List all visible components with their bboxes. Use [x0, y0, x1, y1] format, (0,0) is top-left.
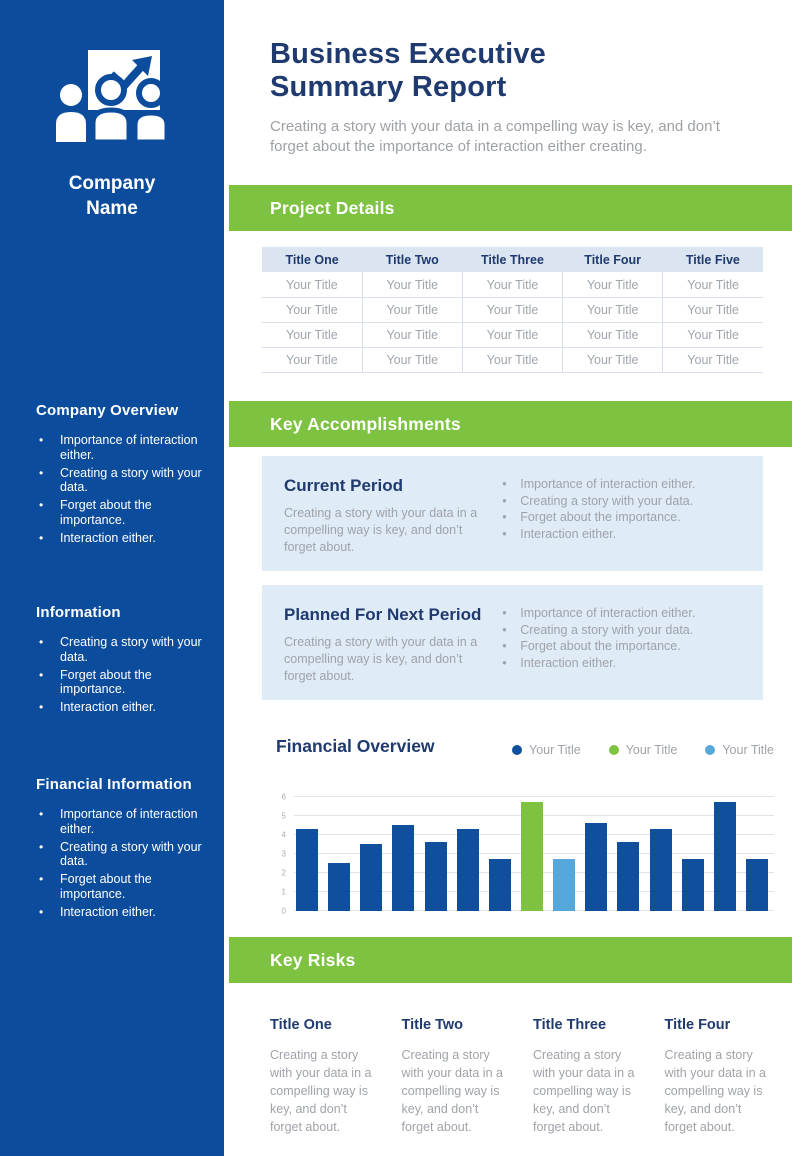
table-header-cell: Title Four: [563, 247, 663, 272]
next-period-box: [262, 585, 763, 700]
table-cell: Your Title: [362, 297, 462, 322]
chart-y-tick-label: 2: [281, 868, 286, 878]
chart-bar: [328, 863, 350, 911]
page-title: Business Executive Summary Report: [270, 38, 547, 104]
report-header: [224, 0, 800, 157]
table-cell: Your Title: [262, 322, 362, 347]
chart-bar: [521, 802, 543, 910]
accomplishment-bullet: • Importance of interaction either.: [494, 477, 741, 492]
table-cell: Your Title: [362, 347, 462, 372]
sidebar-section-title: Company Overview: [36, 402, 179, 419]
table-cell: Your Title: [563, 347, 663, 372]
sidebar: [0, 0, 224, 1156]
chart-bar: [650, 829, 672, 911]
sidebar-bullet: • Interaction either.: [36, 905, 204, 920]
risk-item: [402, 1017, 508, 1137]
next-period-right: [494, 602, 741, 685]
risk-title: Title One: [270, 1016, 332, 1033]
key-risks-grid: [270, 1017, 770, 1137]
table-cell: Your Title: [462, 322, 562, 347]
table-cell: Your Title: [462, 272, 562, 297]
table-cell: Your Title: [262, 347, 362, 372]
chart-bar: [425, 842, 447, 910]
sidebar-bullet: • Importance of interaction either.: [36, 433, 204, 463]
table-cell: Your Title: [262, 272, 362, 297]
chart-bar: [682, 859, 704, 910]
next-period-bullets: [494, 606, 741, 671]
sidebar-section-company-overview: [0, 402, 218, 548]
table-row: [262, 347, 763, 372]
legend-dot-icon: [512, 745, 522, 755]
company-logo: [0, 42, 224, 147]
table-cell: Your Title: [663, 272, 763, 297]
sidebar-bullet: • Forget about the importance.: [36, 498, 204, 528]
chart-plot: [294, 797, 774, 911]
accomplishment-bullet: • Interaction either.: [494, 656, 741, 671]
risk-text: Creating a story with your data in a compelling way is key, and don’t forget about.: [270, 1047, 372, 1135]
risk-item: [270, 1017, 376, 1137]
legend-dot-icon: [705, 745, 715, 755]
chart-y-tick-label: 1: [281, 887, 286, 897]
financial-bar-chart: [276, 771, 774, 916]
table-cell: Your Title: [462, 347, 562, 372]
current-period-bullets: [494, 477, 741, 542]
sidebar-bullet: • Creating a story with your data.: [36, 466, 204, 496]
table-cell: Your Title: [362, 272, 462, 297]
legend-label: Your Title: [529, 742, 581, 757]
chart-bar: [392, 825, 414, 911]
table-cell: Your Title: [563, 322, 663, 347]
sidebar-bullet: • Forget about the importance.: [36, 668, 204, 698]
chart-bar: [617, 842, 639, 910]
legend-label: Your Title: [722, 742, 774, 757]
sidebar-bullet-list: [36, 807, 204, 919]
accomplishment-bullet: • Importance of interaction either.: [494, 606, 741, 621]
accomplishment-bullet: • Creating a story with your data.: [494, 494, 741, 509]
table-cell: Your Title: [462, 297, 562, 322]
chart-y-axis: [276, 792, 290, 916]
chart-bar: [457, 829, 479, 911]
current-period-right: [494, 473, 741, 556]
sidebar-section-financial-information: [0, 776, 218, 922]
sidebar-bullet: • Interaction either.: [36, 531, 204, 546]
current-period-box: [262, 456, 763, 571]
risk-title: Title Three: [533, 1016, 607, 1033]
table-cell: Your Title: [262, 297, 362, 322]
table-row: [262, 322, 763, 347]
risk-text: Creating a story with your data in a compelling way is key, and don’t forget about.: [401, 1047, 503, 1135]
accomplishment-bullet: • Forget about the importance.: [494, 639, 741, 654]
chart-y-tick-label: 6: [281, 792, 286, 802]
legend-dot-icon: [609, 745, 619, 755]
table-row: [262, 297, 763, 322]
project-table-body: [262, 272, 763, 372]
next-period-paragraph: Creating a story with your data in a compelling way is key, and don’t forget about.: [284, 634, 478, 683]
sidebar-bullet: • Creating a story with your data.: [36, 840, 204, 870]
legend-item: [512, 743, 581, 757]
accomplishment-bullet: • Forget about the importance.: [494, 510, 741, 525]
table-cell: Your Title: [663, 297, 763, 322]
chart-bar: [360, 844, 382, 911]
chart-bar: [714, 802, 736, 910]
legend-label: Your Title: [625, 742, 678, 757]
chart-bars: [296, 797, 768, 911]
company-name: Company Name: [68, 173, 156, 219]
table-header-cell: Title One: [262, 247, 362, 272]
accomplishment-bullet: • Interaction either.: [494, 527, 741, 542]
sidebar-bullet: • Importance of interaction either.: [36, 807, 204, 837]
chart-y-tick-label: 5: [281, 811, 286, 821]
current-period-left: [284, 473, 494, 556]
sidebar-bullet: • Creating a story with your data.: [36, 635, 204, 665]
table-header-cell: Title Three: [462, 247, 562, 272]
risk-text: Creating a story with your data in a compelling way is key, and don’t forget about.: [533, 1047, 635, 1135]
sidebar-bullet-list: [36, 433, 204, 545]
chart-bar: [553, 859, 575, 910]
chart-bar: [585, 823, 607, 910]
table-cell: Your Title: [663, 347, 763, 372]
table-cell: Your Title: [663, 322, 763, 347]
risk-title: Title Four: [664, 1016, 731, 1033]
legend-item: [609, 743, 678, 757]
chart-y-tick-label: 0: [281, 906, 286, 916]
people-growth-chart-icon: [54, 42, 170, 147]
current-period-title: Current Period: [284, 475, 404, 495]
sidebar-section-title: Information: [36, 604, 121, 621]
table-row: [262, 272, 763, 297]
risk-text: Creating a story with your data in a compelling way is key, and don’t forget about.: [664, 1047, 766, 1135]
next-period-left: [284, 602, 494, 685]
financial-overview-header: [276, 736, 774, 757]
sidebar-section-title: Financial Information: [36, 776, 192, 793]
risk-item: [533, 1017, 639, 1137]
sidebar-bullet-list: [36, 635, 204, 715]
accomplishment-bullet: • Creating a story with your data.: [494, 623, 741, 638]
current-period-paragraph: Creating a story with your data in a compelling way is key, and don’t forget about.: [284, 505, 478, 554]
project-table: [262, 247, 763, 373]
chart-y-tick-label: 3: [281, 849, 286, 859]
chart-bar: [489, 859, 511, 910]
chart-bar: [746, 859, 768, 910]
legend-item: [705, 743, 774, 757]
banner-project-details: Project Details: [229, 185, 792, 231]
sidebar-section-information: [0, 604, 218, 718]
risk-item: [665, 1017, 771, 1137]
sidebar-bullet: • Interaction either.: [36, 700, 204, 715]
chart-y-tick-label: 4: [281, 830, 286, 840]
chart-legend: [512, 743, 774, 757]
banner-key-risks: Key Risks: [229, 937, 792, 983]
financial-overview-title: Financial Overview: [276, 735, 435, 756]
table-cell: Your Title: [563, 297, 663, 322]
main-content: [224, 0, 800, 1156]
chart-bar: [296, 829, 318, 911]
table-header-cell: Title Five: [663, 247, 763, 272]
sidebar-bullet: • Forget about the importance.: [36, 872, 204, 902]
risk-title: Title Two: [401, 1016, 463, 1033]
page-subtitle: Creating a story with your data in a compelling way is key, and don’t forget about the importance of interaction either creating.: [270, 118, 720, 156]
next-period-title: Planned For Next Period: [284, 604, 482, 624]
banner-key-accomplishments: Key Accomplishments: [229, 401, 792, 447]
table-cell: Your Title: [362, 322, 462, 347]
project-table-head: [262, 247, 763, 272]
table-header-cell: Title Two: [362, 247, 462, 272]
table-cell: Your Title: [563, 272, 663, 297]
